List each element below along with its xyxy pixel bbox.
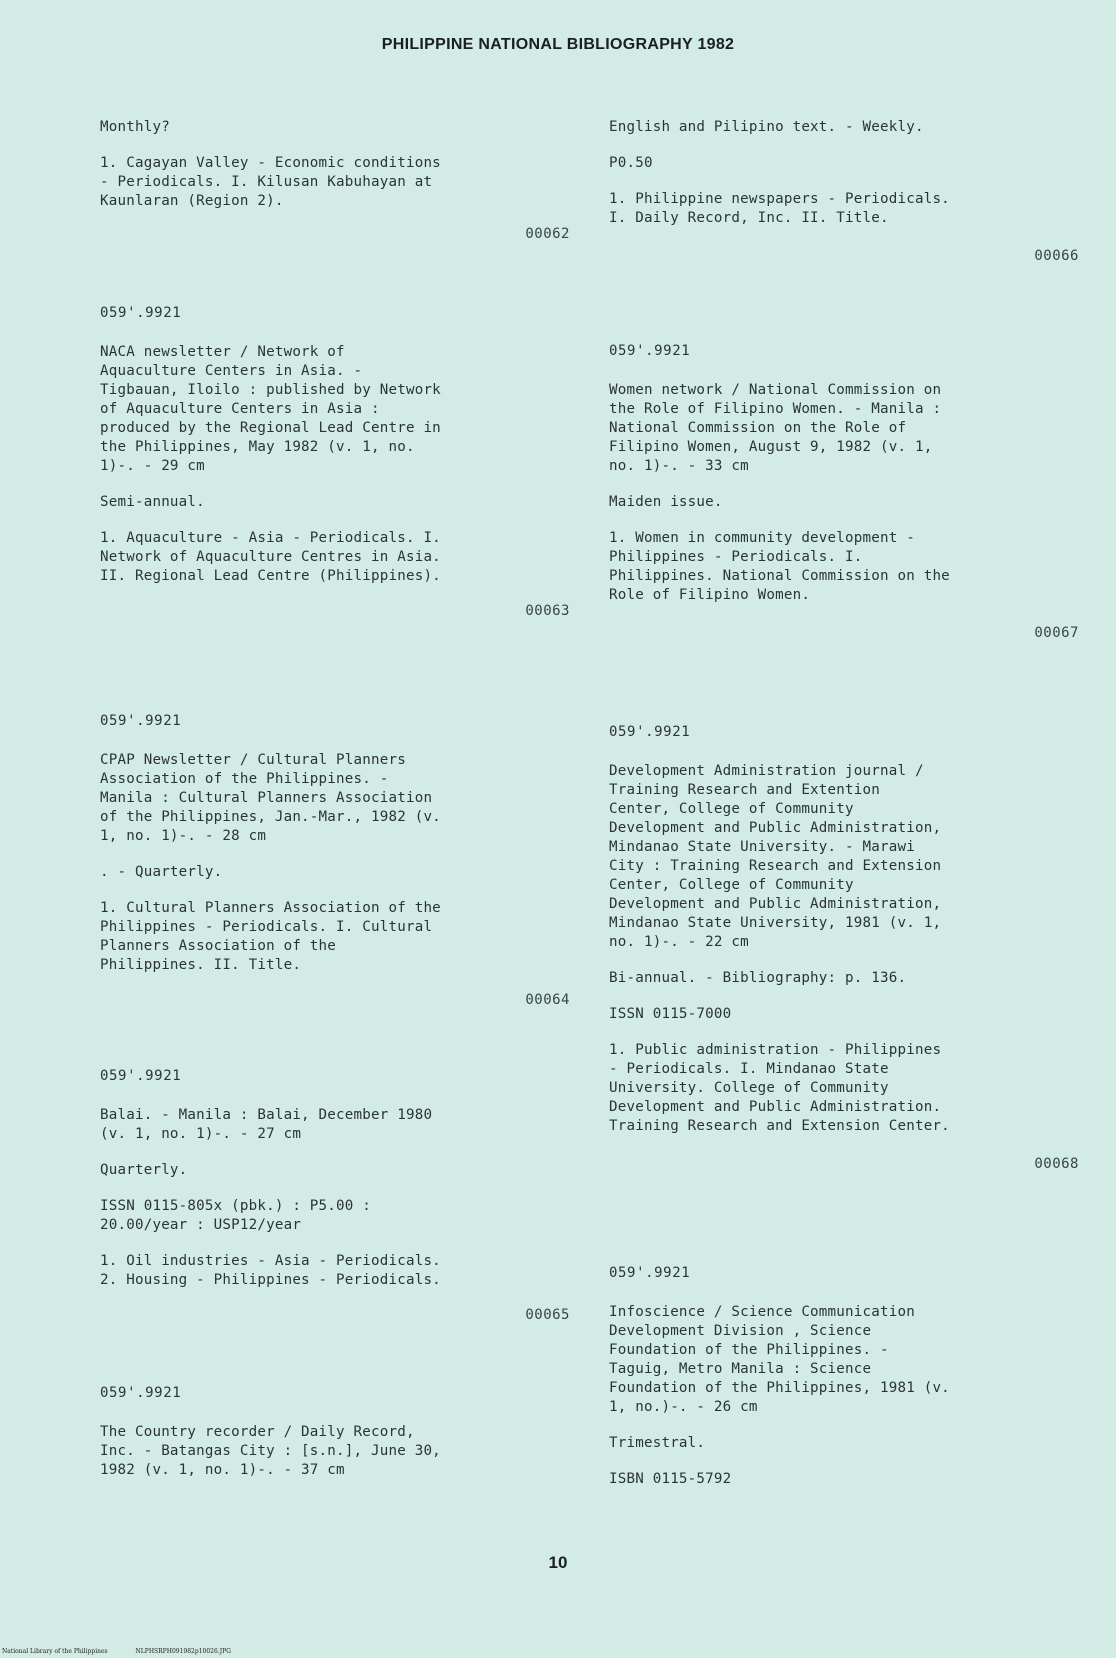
classification-number: 059'.9921 (609, 1265, 691, 1281)
classification-number: 059'.9921 (100, 1385, 182, 1401)
classification-number: 059'.9921 (100, 1068, 182, 1084)
entry-subjects: 1. Cultural Planners Association of the Philippines - Periodicals. I. Cultural Planners Association of the Philippines. II. Title. (100, 900, 441, 973)
entry-subjects: 1. Women in community development - Philippines - Periodicals. I. Philippines. National Commission on the Role of Filipino Women. (609, 530, 950, 603)
entry-frequency: Quarterly. (100, 1162, 188, 1178)
entry-subjects: 1. Public administration - Philippines - Periodicals. I. Mindanao State University. College of Community Development and Public Administration. Training Research and Extension Center. (609, 1042, 950, 1134)
entry-description: Women network / National Commission on the Role of Filipino Women. - Manila : National Commission on the Role of Filipino Women, August 9, 1982 (v. 1, no. 1)-. - 33 cm (609, 382, 942, 474)
entry-frequency: Semi-annual. (100, 494, 205, 510)
entry-number: 00065 (525, 1307, 570, 1323)
entry-description: CPAP Newsletter / Cultural Planners Association of the Philippines. - Manila : Cultural Planners Association of the Philippines, Jan.-Mar., 1982 (v. 1, no. 1)-. - 28 cm (100, 752, 441, 844)
entry-00066 (609, 118, 1079, 264)
entry-number: 00068 (1034, 1156, 1079, 1172)
entry-frequency: . - Quarterly. (100, 864, 223, 880)
classification-number: 059'.9921 (609, 343, 691, 359)
entry-note: English and Pilipino text. - Weekly. (609, 119, 924, 135)
entry-number: 00063 (525, 603, 570, 619)
entry-number: 00064 (525, 992, 570, 1008)
entry-00068 (609, 724, 1079, 1172)
entry-description: Balai. - Manila : Balai, December 1980 (v. 1, no. 1)-. - 27 cm (100, 1107, 433, 1142)
entry-isbn: ISSN 0115-805x (pbk.) : P5.00 : 20.00/year : USP12/year (100, 1198, 371, 1233)
entry-00067 (609, 343, 1079, 641)
entry-00063 (100, 305, 570, 619)
entry-description: Development Administration journal / Training Research and Extention Center, College of Community Development and Public Administration, Mindanao State University. - Marawi City : Training Research and Extension Center, College of Community Development and Public Administration, Mindanao State University, 1981 (v. 1, no. 1)-. - 22 cm (609, 763, 942, 950)
entry-description: NACA newsletter / Network of Aquaculture Centers in Asia. - Tigbauan, Iloilo : published by Network of Aquaculture Centers in Asia : produced by the Regional Lead Centre in the Philippines, May 1982 (v. 1, no. 1)-. - 29 cm (100, 344, 441, 474)
entry-description: Infoscience / Science Communication Development Division , Science Foundation of the Philippines. - Taguig, Metro Manila : Science Foundation of the Philippines, 1981 (v. 1, no.)-. - 26 cm (609, 1304, 950, 1415)
entry-subjects: 1. Cagayan Valley - Economic conditions - Periodicals. I. Kilusan Kabuhayan at Kaunlaran (Region 2). (100, 155, 441, 209)
entry-note: Monthly? (100, 119, 170, 135)
entry-subjects: 1. Oil industries - Asia - Periodicals. 2. Housing - Philippines - Periodicals. (100, 1253, 441, 1288)
entry-isbn: ISBN 0115-5792 (609, 1471, 732, 1487)
entry-price: P0.50 (609, 155, 653, 171)
classification-number: 059'.9921 (100, 713, 182, 729)
classification-number: 059'.9921 (100, 305, 182, 321)
entry-frequency: Bi-annual. - Bibliography: p. 136. (609, 970, 907, 986)
entry-note: Maiden issue. (609, 494, 723, 510)
entry-isbn: ISSN 0115-7000 (609, 1006, 732, 1022)
entry-00064 (100, 713, 570, 1008)
entry-00065 (100, 1068, 570, 1323)
entry-country-recorder (100, 1385, 570, 1497)
footer-filename: NLPHSRPH091982p10026.JPG (135, 1648, 231, 1655)
entry-description: The Country recorder / Daily Record, Inc. - Batangas City : [s.n.], June 30, 1982 (v. 1, no. 1)-. - 37 cm (100, 1424, 441, 1478)
footer-library: National Library of the Philippines (2, 1648, 108, 1655)
entry-number: 00067 (1034, 625, 1079, 641)
entry-frequency: Trimestral. (609, 1435, 706, 1451)
entry-00062 (100, 118, 570, 242)
entry-number: 00066 (1034, 248, 1079, 264)
entry-subjects: 1. Philippine newspapers - Periodicals. I. Daily Record, Inc. II. Title. (609, 191, 950, 226)
entry-subjects: 1. Aquaculture - Asia - Periodicals. I. Network of Aquaculture Centres in Asia. II. Regional Lead Centre (Philippines). (100, 530, 441, 584)
entry-number: 00062 (525, 226, 570, 242)
scan-footer (2, 1648, 257, 1655)
page-number: 10 (548, 1553, 568, 1572)
classification-number: 059'.9921 (609, 724, 691, 740)
entry-infoscience (609, 1265, 1079, 1506)
page-header: PHILIPPINE NATIONAL BIBLIOGRAPHY 1982 (381, 36, 735, 53)
